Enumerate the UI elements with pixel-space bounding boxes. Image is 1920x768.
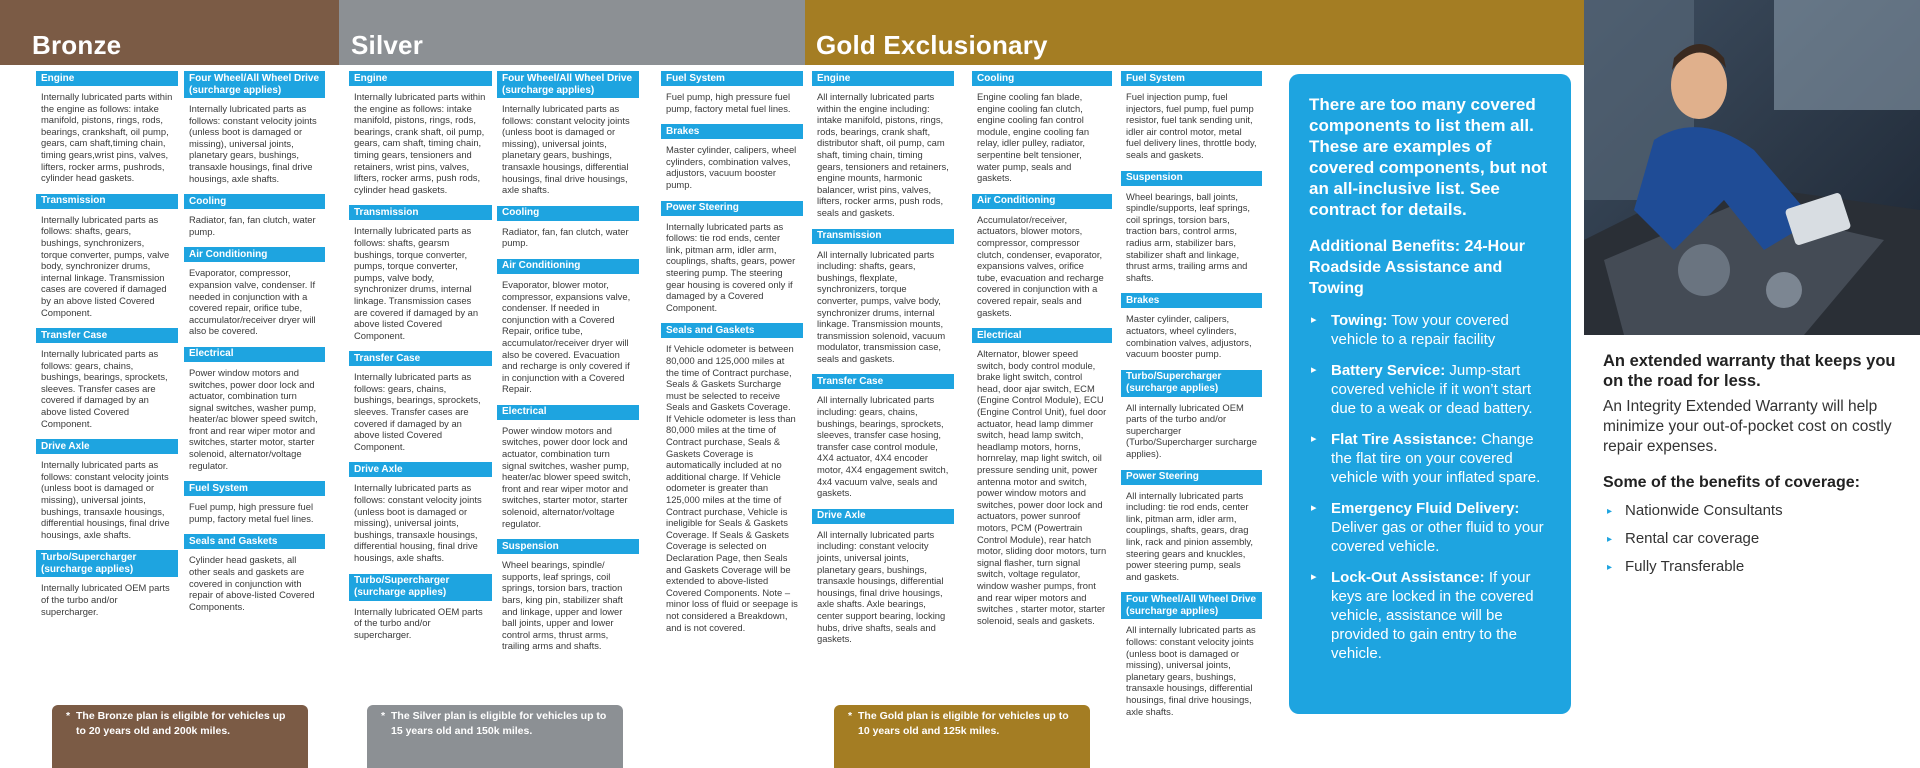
section-heading: Power Steering <box>1121 470 1262 485</box>
additional-benefits-title: Additional Benefits: 24-Hour Roadside Assistance and Towing <box>1309 238 1526 297</box>
benefit-description: Tow your covered vehicle to a repair facility <box>1331 312 1509 348</box>
section-heading: Transfer Case <box>349 351 492 366</box>
section-heading: Engine <box>812 71 954 86</box>
section-heading: Transfer Case <box>36 328 178 343</box>
roadside-benefit-item <box>1309 430 1551 487</box>
section-body: Accumulator/receiver, actuators, blower motors, compressor, compressor clutch, condenser, evaporator, expansions valves, orifice tube, evacuation and recharge covered in conjunction with a covered repair, seals and gaskets. <box>977 213 1104 318</box>
coverage-benefit-item <box>1603 557 1903 577</box>
coverage-benefit-text: Nationwide Consultants <box>1625 502 1783 519</box>
benefit-name: Lock-Out Assistance: <box>1331 569 1485 586</box>
triangle-right-icon: ▸ <box>1607 562 1613 573</box>
section-heading: Drive Axle <box>812 509 954 524</box>
triangle-right-icon: ▸ <box>1311 502 1317 514</box>
mechanic-illustration <box>1584 0 1920 335</box>
section-heading: Air Conditioning <box>972 194 1112 209</box>
section-body: All internally lubricated parts including: gears, chains, bushings, bearings, sprockets, sleeves, transfer case hosing, transfer case control module, 4X4 actuator, 4X4 encoder motor, 4X4 engagement switch, 4x4 vacuum valve, seals and gaskets. <box>817 394 949 499</box>
silver-note-text: The Silver plan is eligible for vehicles up to 15 years old and 150k miles. <box>391 710 607 737</box>
section-heading: Cooling <box>972 71 1112 86</box>
gold-header-band <box>805 0 1584 65</box>
asterisk-icon: * <box>66 710 71 722</box>
section-body: Power window motors and switches, power door lock and actuator, combination turn signal switches, washer pump, heater/ac blower speed switch, front and rear wiper motor and switches, starter motor, starter solenoid, alternator/voltage regulator. <box>502 424 631 529</box>
section-body: Internally lubricated parts as follows: constant velocity joints (unless boot is damaged or missing), universal joints, planetary gears, bushings, transaxle housings, differential housings, final drive housings, axle shafts. <box>502 103 630 196</box>
section-body: Fuel pump, high pressure fuel pump, factory metal fuel lines. <box>189 501 314 524</box>
covered-components-intro: There are too many covered components to list them all. These are examples of covered components, but not an all-inclusive list. See contract for details. <box>1309 95 1548 219</box>
section-heading: Suspension <box>497 539 639 554</box>
section-body: Internally lubricated OEM parts of the turbo and/or supercharger. <box>354 605 483 640</box>
bronze-column-1 <box>36 71 178 627</box>
section-heading: Seals and Gaskets <box>661 323 803 338</box>
roadside-benefit-item <box>1309 568 1551 663</box>
coverage-benefits-title: Some of the benefits of coverage: <box>1603 474 1860 491</box>
section-body: Evaporator, blower motor, compressor, expansions valve, condenser. If needed in conjunction with a Covered Repair, orifice tube, accumulator/receiver dryer will also be covered. Evacuation and recharge is only covered if in conjunction with a Covered Repair. <box>502 278 631 395</box>
section-heading: Brakes <box>1121 293 1262 308</box>
section-body: Fuel injection pump, fuel injectors, fuel pump, fuel pump resistor, fuel tank sending unit, idler air control motor, metal fuel delivery lines, throttle body, seals and gaskets. <box>1126 91 1257 160</box>
asterisk-icon: * <box>848 710 853 722</box>
section-body: Engine cooling fan blade, engine cooling fan clutch, engine cooling fan control module, engine cooling fan relay, idler pulley, radiator, serpentine belt tensioner, water pump, seals and gaskets. <box>977 91 1090 184</box>
gold-title: Gold Exclusionary <box>816 30 1048 60</box>
section-heading: Cooling <box>497 206 639 221</box>
section-body: Fuel pump, high pressure fuel pump, factory metal fuel lines. <box>666 91 791 114</box>
section-body: Master cylinder, calipers, actuators, wheel cylinders, combination valves, adjustors, vacuum booster pump. <box>1126 313 1252 360</box>
silver-column-1 <box>349 71 492 650</box>
section-heading: Suspension <box>1121 171 1262 186</box>
benefit-name: Battery Service: <box>1331 362 1446 379</box>
benefit-description: Jump-start covered vehicle if it won’t start due to a weak or dead battery. <box>1331 362 1533 417</box>
triangle-right-icon: ▸ <box>1311 364 1317 376</box>
section-body: All internally lubricated parts within the engine including: intake manifold, pistons, rings, rods, bearings, crank shaft, distributor shaft, oil pump, cam shaft, timing chain, timing gears, tensioners and retainers, engine mounts, harmonic balancer, wrist pins, valves, lifters, rocker arms, push rods, seals and gaskets. <box>817 91 949 218</box>
section-body: Internally lubricated parts as follows: constant velocity joints (unless boot is damaged or missing), universal joints, bushings, transaxle housings, differential housing, final drive housings, axle shafts. <box>354 482 482 563</box>
section-body: Master cylinder, calipers, wheel cylinders, combination valves, adjustors, vacuum booster pump. <box>666 144 797 190</box>
section-body: All internally lubricated parts including: constant velocity joints, universal joints, planetary gears, bushings, transaxle housings, differential housings, final drive housings, axle shafts. Axle bearings, center support bearing, locking hubs, drive shafts, seals and gaskets. <box>817 528 946 645</box>
section-body: Internally lubricated parts as follows: shafts, gearsm bushings, torque converter, pumps, torque converter, pumps, valve body, synchronizer drums, internal linkage. Transmission cases are covered if damaged by an above listed Covered Component. <box>354 225 479 341</box>
section-heading: Power Steering <box>661 201 803 216</box>
triangle-right-icon: ▸ <box>1607 534 1613 545</box>
section-heading: Fuel System <box>1121 71 1262 86</box>
silver-eligibility-note <box>367 705 623 768</box>
section-heading: Drive Axle <box>36 439 178 454</box>
coverage-benefit-item <box>1603 501 1903 521</box>
triangle-right-icon: ▸ <box>1607 506 1613 517</box>
gold-column-2 <box>972 71 1112 636</box>
section-body: Internally lubricated OEM parts of the turbo and/or supercharger. <box>41 582 170 617</box>
gold-column-1 <box>812 71 954 655</box>
section-body: All internally lubricated parts as follows: constant velocity joints (unless boot is damaged or missing), universal joints, planetary gears, bushings, transaxle housings, differential housings, final drive housings, axle shafts. <box>1126 624 1256 717</box>
section-body: Evaporator, compressor, expansion valve, condenser. If needed in conjunction with a covered repair, orifice tube, accumulator/receiver dryer will also be covered. <box>189 267 316 337</box>
benefit-description: Change the flat tire on your covered vehicle with your inflated spare. <box>1331 431 1541 486</box>
section-body: Internally lubricated parts as follows: constant velocity joints (unless boot is damaged or missing), universal joints, planetary gears, bushings, transaxle housings, final drive housings, axle shafts. <box>189 103 317 184</box>
asterisk-icon: * <box>381 710 386 722</box>
roadside-benefit-item <box>1309 499 1551 556</box>
bronze-header-band <box>0 0 339 65</box>
coverage-benefit-text: Fully Transferable <box>1625 558 1745 575</box>
silver-title: Silver <box>351 30 424 60</box>
section-heading: Turbo/Supercharger (surcharge applies) <box>349 574 492 601</box>
section-heading: Electrical <box>497 405 639 420</box>
gold-column-3 <box>1121 71 1262 727</box>
section-heading: Cooling <box>184 194 325 209</box>
section-body: Power window motors and switches, power door lock and actuator, combination turn signal switches, washer pump, heater/ac blower speed switch, front and rear wiper motor and switches, starter motor, starter solenoid, alternator/voltage regulator. <box>189 366 318 471</box>
triangle-right-icon: ▸ <box>1311 433 1317 445</box>
section-body: Wheel bearings, spindle/ supports, leaf springs, coil springs, torsion bars, traction bars, king pin, stabilizer shaft and linkage, upper and lower ball joints, upper and lower control arms, thrust arms, trailing arms and shafts. <box>502 559 623 652</box>
coverage-benefits-list <box>1603 501 1903 577</box>
benefit-name: Emergency Fluid Delivery: <box>1331 500 1520 517</box>
section-heading: Turbo/Supercharger (surcharge applies) <box>1121 370 1262 397</box>
section-heading: Air Conditioning <box>184 247 325 262</box>
section-heading: Transmission <box>36 194 178 209</box>
section-body: Internally lubricated parts within the engine as follows: intake manifold, pistons, rings, rods, bearings, crankshaft, oil pump, gears, cam shaft,timing chain, timing gears,wrist pins, valves, lifters, rocker arms, pushrods, cylinder head gaskets. <box>41 91 173 184</box>
right-marketing-text <box>1603 351 1903 585</box>
bronze-note-text: The Bronze plan is eligible for vehicles up to 20 years old and 200k miles. <box>76 710 286 737</box>
bronze-title: Bronze <box>32 30 122 60</box>
marketing-headline: An extended warranty that keeps you on the road for less. <box>1603 352 1896 390</box>
section-body: Internally lubricated parts as follows: gears, chains, bushings, bearings, sprockets, sleeves. Transfer cases are covered if damaged by an above listed Covered Component. <box>354 371 481 452</box>
gold-eligibility-note <box>834 705 1090 768</box>
section-body: All internally lubricated parts including: shafts, gears, bushings, flexplate, synchronizers, torque converter, pumps, valve body, synchronizer drums, internal linkage. Transmission mounts, transmission solenoid, vacuum modulator, transmission case, seals and gaskets. <box>817 248 946 364</box>
section-body: Radiator, fan, fan clutch, water pump. <box>502 225 629 249</box>
section-heading: Four Wheel/All Wheel Drive (surcharge applies) <box>497 71 639 98</box>
section-body: Internally lubricated parts as follows: gears, chains, bushings, bearings, sprockets, sleeves. Transfer cases are covered if damaged by an above listed Covered Component. <box>41 348 168 429</box>
section-body: Cylinder head gaskets, all other seals and gaskets are covered in conjunction with repair of above-listed Covered Components. <box>189 554 315 612</box>
section-heading: Seals and Gaskets <box>184 534 325 549</box>
section-body: Internally lubricated parts within the engine as follows: intake manifold, pistons, rings, rods, bearings, crank shaft, oil pump, gears, cam shaft, timing chain, timing gears, tensioners and retainers, wrist pins, valves, lifters, rocker arms, push rods, cylinder head gaskets. <box>354 91 486 195</box>
silver-column-3 <box>661 71 803 643</box>
section-heading: Engine <box>36 71 178 86</box>
section-body: Radiator, fan, fan clutch, water pump. <box>189 214 316 237</box>
section-heading: Transfer Case <box>812 374 954 389</box>
silver-header-band <box>339 0 805 65</box>
section-body: All internally lubricated OEM parts of the turbo and/or supercharger (Turbo/Supercharger surcharge applies). <box>1126 401 1257 460</box>
marketing-paragraph: An Integrity Extended Warranty will help minimize your out-of-pocket cost on costly repair expenses. <box>1603 398 1892 455</box>
roadside-benefits-list <box>1309 311 1551 663</box>
section-body: Alternator, blower speed switch, body control module, brake light switch, control head, door ajar switch, ECM (Engine Control Module), ECU (Engine Control Unit), fuel door actuator, head lamp dimmer switch, head lamp switch, headlamp motors, horns, hornrelay, map light switch, oil pressure sending unit, power antenna motor and switch, power window motors and switches, power door lock and actuators, power sunroof motors, PCM (Powertrain Control Module), rear hatch motor, sliding door motors, turn signal flasher, turn signal switch, voltage regulator, window washer pumps, front and rear wiper motors and switches , starter motor, starter solenoid, seals and gaskets. <box>977 348 1107 626</box>
section-heading: Electrical <box>972 328 1112 343</box>
bronze-eligibility-note <box>52 705 308 768</box>
triangle-right-icon: ▸ <box>1311 314 1317 326</box>
section-heading: Engine <box>349 71 492 86</box>
silver-column-2 <box>497 71 639 662</box>
gold-note-text: The Gold plan is eligible for vehicles up to 10 years old and 125k miles. <box>858 710 1069 737</box>
section-heading: Brakes <box>661 124 803 139</box>
section-heading: Turbo/Supercharger (surcharge applies) <box>36 550 178 577</box>
section-heading: Electrical <box>184 347 325 362</box>
section-heading: Air Conditioning <box>497 259 639 274</box>
roadside-benefit-item <box>1309 361 1551 418</box>
benefit-description: Deliver gas or other fluid to your covered vehicle. <box>1331 519 1544 555</box>
section-body: Internally lubricated parts as follows: constant velocity joints (unless boot is damaged or missing), universal joints, bushings, transaxle housings, differential housings, final drive housings, axle shafts. <box>41 459 170 540</box>
section-body: Internally lubricated parts as follows: tie rod ends, center link, pitman arm, idler arm, couplings, shafts, gears, power steering pump. The steering gear housing is covered only if damaged by a Covered Component. <box>666 220 796 313</box>
section-heading: Four Wheel/All Wheel Drive (surcharge applies) <box>184 71 325 98</box>
section-heading: Four Wheel/All Wheel Drive (surcharge applies) <box>1121 592 1262 619</box>
triangle-right-icon: ▸ <box>1311 571 1317 583</box>
benefit-name: Flat Tire Assistance: <box>1331 431 1477 448</box>
bronze-column-2 <box>184 71 325 622</box>
section-body: If Vehicle odometer is between 80,000 and 125,000 miles at the time of Contract purchase, Seals & Gaskets Surcharge must be selected to receive Seals and Gaskets Coverage. If Vehicle odometer is less than 80,000 miles at the time of Contract purchase, Seals & Gaskets Coverage is automatically included at no additional charge. If Vehicle odometer is greater than 125,000 miles at the time of Contract purchase, Vehicle is ineligible for Seals & Gaskets Coverage. If Seals & Gaskets Coverage is selected on Declaration Page, then Seals and Gaskets Coverage will be extended to above-listed Covered Components. Note – minor loss of fluid or seepage is not considered a Breakdown, and is not covered. <box>666 343 798 633</box>
section-heading: Fuel System <box>184 481 325 496</box>
coverage-benefit-text: Rental car coverage <box>1625 530 1760 547</box>
benefit-description: If your keys are locked in the covered vehicle, assistance will be provided to gain entry to the vehicle. <box>1331 569 1534 662</box>
section-body: Wheel bearings, ball joints, spindle/supports, leaf springs, coil springs, torsion bars, traction bars, control arms, radius arm, stabilizer bars, stabilizer shaft and linkage, thrust arms, trailing arms and shafts. <box>1126 190 1251 283</box>
section-heading: Transmission <box>812 229 954 244</box>
section-body: Internally lubricated parts as follows: shafts, gears, bushings, synchronizers, torque converter, pumps, valve body, synchronizer drums, internal linkage. Transmission cases are covered if damaged by an above listed Covered Component. <box>41 213 170 318</box>
section-heading: Drive Axle <box>349 462 492 477</box>
section-heading: Fuel System <box>661 71 803 86</box>
benefit-name: Towing: <box>1331 312 1388 329</box>
mechanic-photo <box>1584 0 1920 335</box>
roadside-benefit-item <box>1309 311 1551 349</box>
additional-benefits-box <box>1289 74 1571 714</box>
section-heading: Transmission <box>349 205 492 220</box>
coverage-benefit-item <box>1603 529 1903 549</box>
section-body: All internally lubricated parts including: tie rod ends, center link, pitman arm, idler arm, couplings, shafts, gears, drag link, rack and pinion assembly, steering gears and knuckles, power steering pump, seals and gaskets. <box>1126 489 1253 582</box>
